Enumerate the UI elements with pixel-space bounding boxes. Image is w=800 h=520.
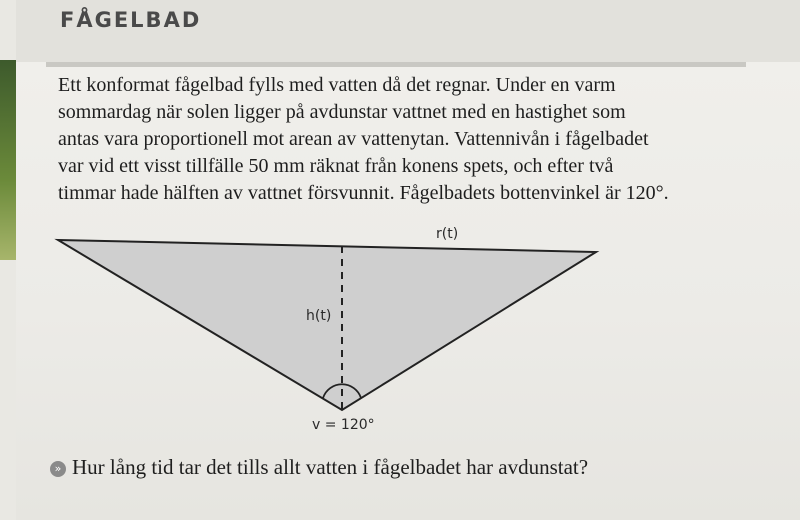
angle-label: v = 120° <box>312 417 375 433</box>
text-line: antas vara proportionell mot arean av vattenytan. Vattennivån i fågelbadet <box>58 128 649 150</box>
section-title: FÅGELBAD <box>60 8 202 32</box>
text-line: sommardag när solen ligger på avdunstar vattnet med en hastighet som <box>58 101 626 123</box>
question <box>50 455 790 480</box>
header-rule <box>46 62 746 67</box>
height-label: h(t) <box>306 308 332 324</box>
text-line: var vid ett visst tillfälle 50 mm räknat från konens spets, och efter två <box>58 155 614 177</box>
cone-figure <box>16 226 800 446</box>
question-text: Hur lång tid tar det tills allt vatten i fågelbadet har avdunstat? <box>72 455 589 479</box>
cone-cross-section <box>58 240 596 410</box>
book-page <box>16 0 800 520</box>
question-bullet-icon: » <box>50 461 66 477</box>
text-line: timmar hade hälften av vattnet försvunnit. Fågelbadets bottenvinkel är 120°. <box>58 182 669 204</box>
background-foliage <box>0 60 16 260</box>
cone-diagram <box>16 226 800 446</box>
problem-text <box>58 72 788 207</box>
text-line: Ett konformat fågelbad fylls med vatten då det regnar. Under en varm <box>58 74 616 96</box>
radius-label: r(t) <box>436 226 459 242</box>
